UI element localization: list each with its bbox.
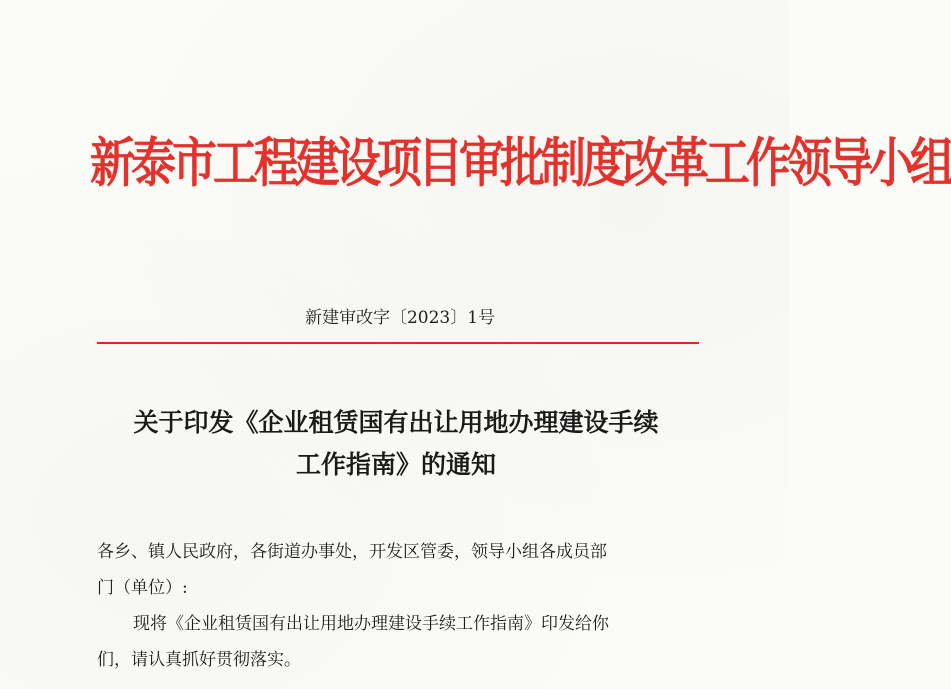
document-body xyxy=(97,534,709,678)
body-paragraph-line-2: 们，请认真抓好贯彻落实。 xyxy=(97,650,301,670)
document-number: 新建审改字〔2023〕1号 xyxy=(304,308,496,328)
body-paragraph-line-1: 现将《企业租赁国有出让用地办理建设手续工作指南》印发给你 xyxy=(133,614,609,634)
document-title xyxy=(80,402,712,486)
red-separator-line xyxy=(97,342,699,344)
document-title-line-2: 工作指南》的通知 xyxy=(295,450,496,479)
document-title-line-1: 关于印发《企业租赁国有出让用地办理建设手续 xyxy=(133,408,659,437)
issuing-organization-header: 新泰市工程建设项目审批制度改革工作领导小组 xyxy=(90,131,951,195)
recipients-line-2: 门（单位）: xyxy=(97,578,188,598)
recipients-line-1: 各乡、镇人民政府，各街道办事处，开发区管委，领导小组各成员部 xyxy=(97,542,607,562)
